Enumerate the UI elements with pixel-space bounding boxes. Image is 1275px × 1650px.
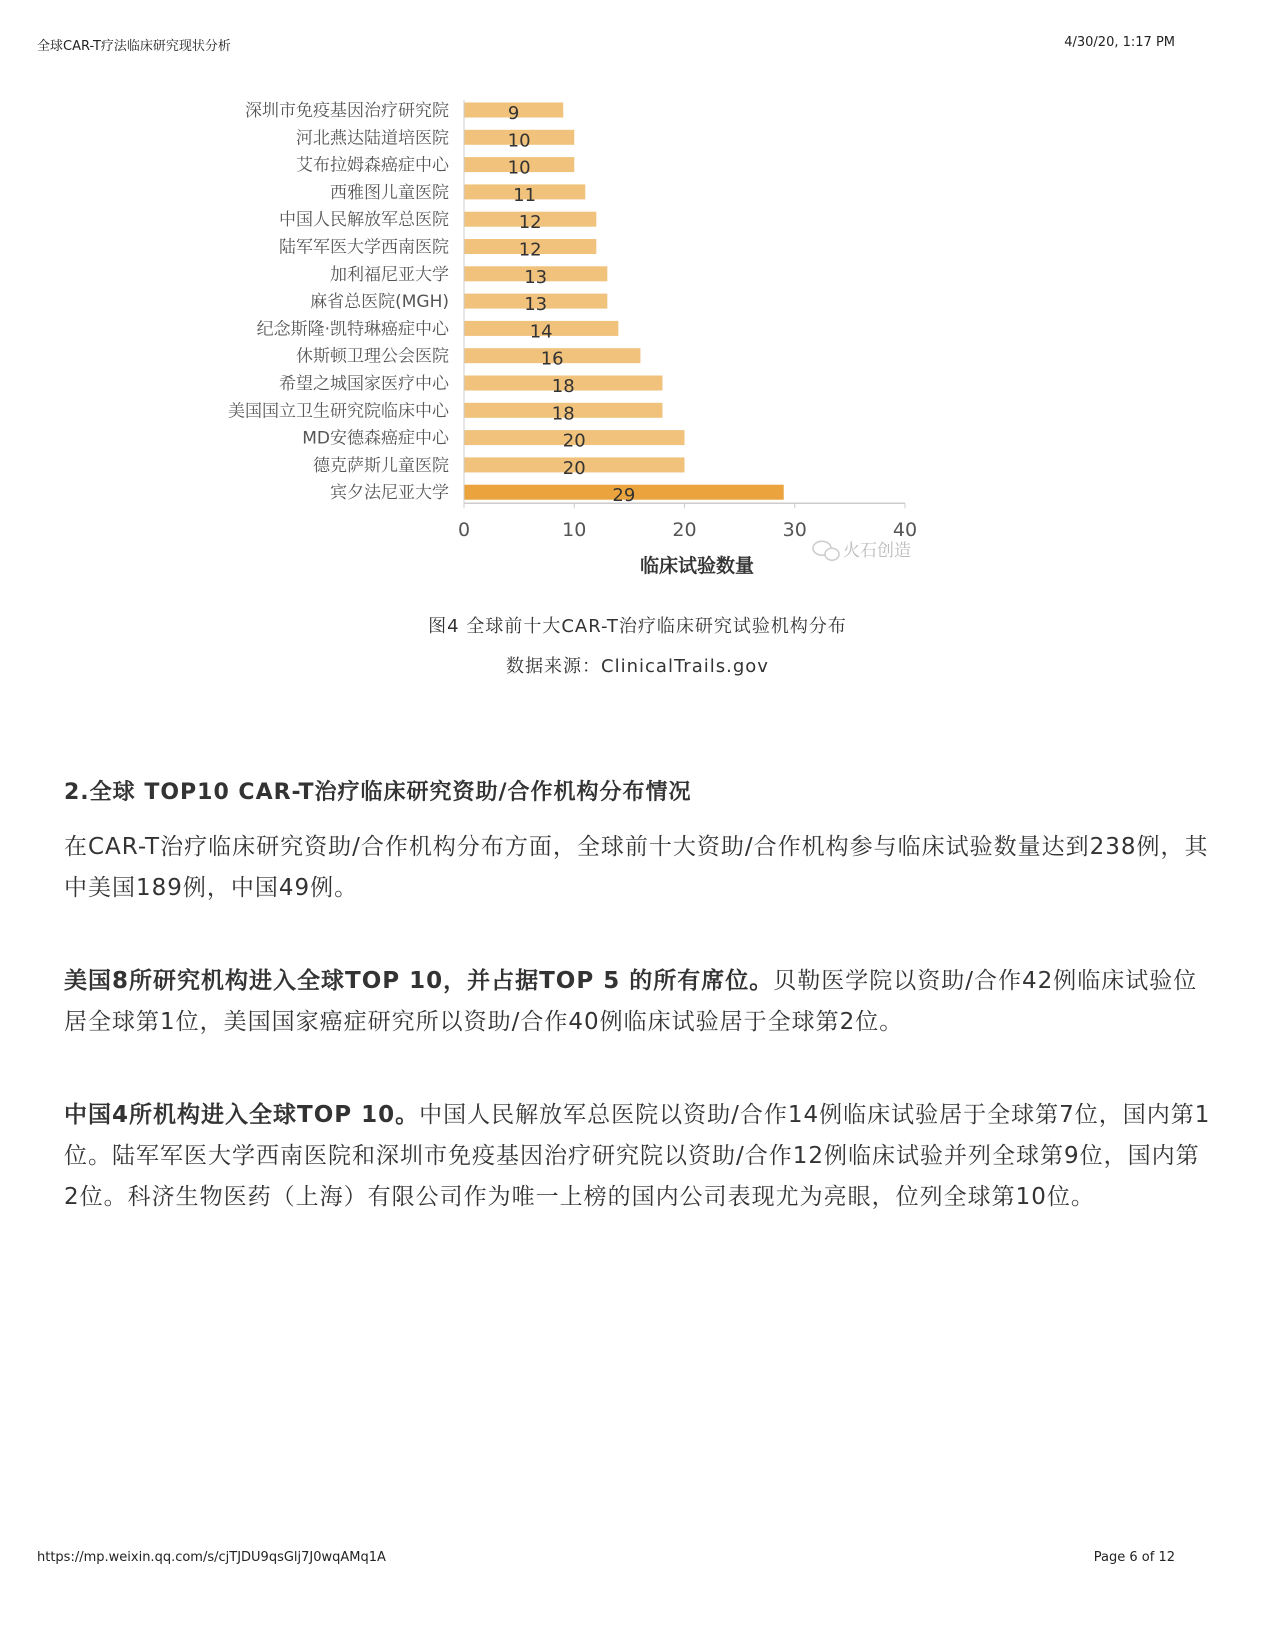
- chart-category-label: 宾夕法尼亚大学: [330, 483, 449, 504]
- chart-x-axis-title: 临床试验数量: [639, 555, 755, 578]
- chart-tick-label: 10: [562, 519, 587, 542]
- chart-category-label: 加利福尼亚大学: [330, 264, 449, 285]
- chart-data-label: 14: [529, 321, 553, 343]
- paragraph-3-bold: 中国4所机构进入全球TOP 10。: [64, 1102, 420, 1128]
- chart-data-label: 12: [518, 239, 542, 261]
- chart-data-label: 18: [551, 403, 575, 425]
- chart-category-label: 麻省总医院(MGH): [310, 292, 449, 313]
- chart-category-label: 西雅图儿童医院: [330, 182, 449, 203]
- chart-tick-label: 30: [782, 519, 807, 542]
- chart-watermark: 火石创造: [843, 541, 911, 562]
- chart-category-label: 休斯顿卫理公会医院: [296, 346, 449, 367]
- chart-category-label: 美国国立卫生研究院临床中心: [228, 401, 449, 422]
- chart-category-label: 希望之城国家医疗中心: [279, 374, 449, 394]
- chart-data-label: 20: [562, 457, 586, 479]
- chart-category-label: 艾布拉姆森癌症中心: [296, 155, 449, 176]
- figure-source: 数据来源：ClinicalTrails.gov: [506, 656, 769, 677]
- chart-tick-label: 0: [457, 519, 471, 542]
- chart-data-label: 10: [507, 130, 531, 152]
- chart-tick-label: 20: [672, 519, 697, 542]
- page-header-datetime: 4/30/20, 1:17 PM: [1064, 35, 1175, 50]
- paragraph-2: [64, 961, 1214, 1043]
- figure-caption: 图4 全球前十大CAR-T治疗临床研究试验机构分布: [428, 616, 847, 637]
- chart-category-label: 纪念斯隆·凯特琳癌症中心: [256, 319, 449, 340]
- paragraph-1: 在CAR-T治疗临床研究资助/合作机构分布方面，全球前十大资助/合作机构参与临床试验数量达到238例，其中美国189例，中国49例。: [64, 834, 1209, 901]
- chart-category-label: 河北燕达陆道培医院: [296, 128, 449, 149]
- chart-category-label: 深圳市免疫基因治疗研究院: [245, 101, 449, 121]
- chart-data-label: 12: [518, 212, 542, 234]
- chart-data-label: 13: [524, 266, 548, 288]
- chart-category-label: 德克萨斯儿童医院: [313, 455, 449, 476]
- chart-category-label: 陆军军医大学西南医院: [279, 237, 449, 258]
- institution-bar-chart: [0, 90, 1275, 610]
- section-heading: 2.全球 TOP10 CAR-T治疗临床研究资助/合作机构分布情况: [64, 780, 692, 805]
- paragraph-2-bold: 美国8所研究机构进入全球TOP 10，并占据TOP 5 的所有席位。: [64, 968, 774, 994]
- paragraph-3: [64, 1095, 1214, 1218]
- page-footer-page-number: Page 6 of 12: [1093, 1550, 1175, 1565]
- chart-tick-label: 40: [892, 519, 918, 542]
- chart-data-label: 10: [507, 157, 531, 179]
- chart-category-label: MD安德森癌症中心: [302, 428, 449, 449]
- chart-data-label: 29: [612, 485, 636, 507]
- chart-data-label: 16: [540, 348, 564, 370]
- chart-data-label: 20: [562, 430, 586, 452]
- page-footer-url: https://mp.weixin.qq.com/s/cjTJDU9qsGlj7J0wqAMq1A: [37, 1550, 386, 1565]
- wechat-icon: [813, 541, 839, 560]
- chart-category-label: 中国人民解放军总医院: [279, 210, 449, 231]
- chart-data-label: 13: [524, 294, 548, 316]
- chart-data-label: 18: [551, 376, 575, 397]
- paragraph-3-text: 中国人民解放军总医院以资助/合作14例临床试验居于全球第7位，国内第1位。陆军军医大学西南医院和深圳市免疫基因治疗研究院以资助/合作12例临床试验并列全球第9位，国内第2位。科济生物医药（上海）有限公司作为唯一上榜的国内公司表现尤为亮眼，位列全球第10位。: [64, 1102, 1211, 1210]
- chart-data-label: 11: [513, 184, 537, 206]
- chart-data-label: 9: [507, 103, 520, 124]
- page-header-title: 全球CAR-T疗法临床研究现状分析: [37, 39, 231, 54]
- paragraph-2-text: 贝勒医学院以资助/合作42例临床试验位居全球第1位，美国国家癌症研究所以资助/合作40例临床试验居于全球第2位。: [64, 968, 1198, 1035]
